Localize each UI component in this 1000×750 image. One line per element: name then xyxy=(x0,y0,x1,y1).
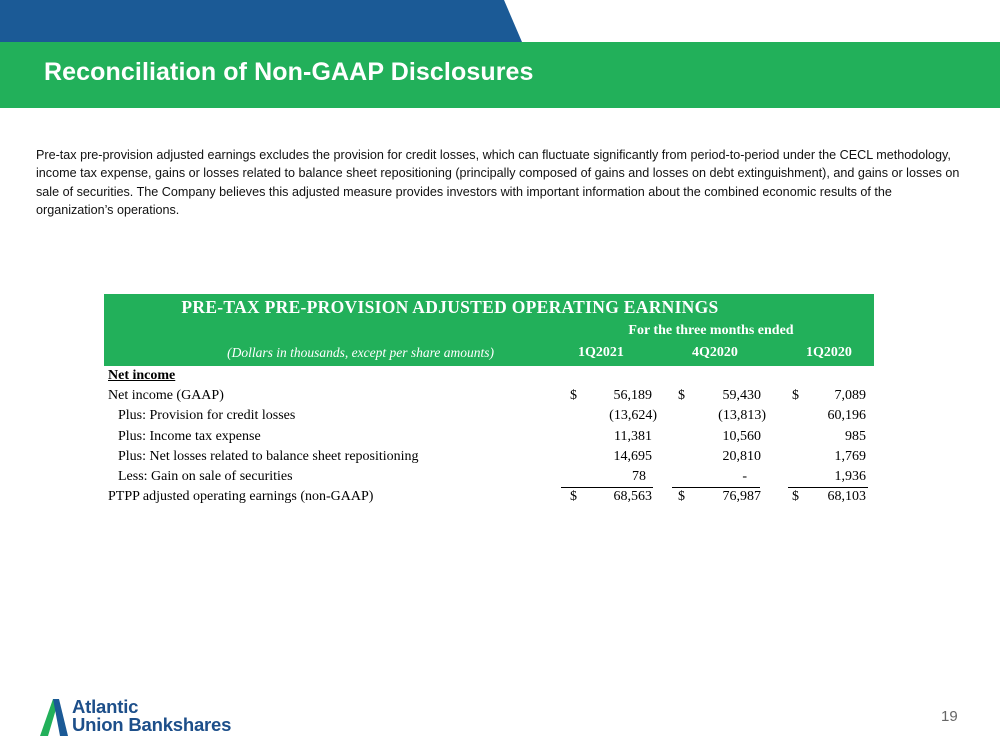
dollar-sign: $ xyxy=(792,388,799,404)
dollar-sign: $ xyxy=(570,388,577,404)
cell-4q2020: 76,987 xyxy=(722,489,761,505)
table-row xyxy=(104,386,874,406)
cell-1q2021: 11,381 xyxy=(614,428,652,444)
row-label: Plus: Provision for credit losses xyxy=(118,408,296,424)
row-label: Plus: Net losses related to balance sheet repositioning xyxy=(118,448,419,464)
column-header-4q2020: 4Q2020 xyxy=(692,345,738,360)
cell-4q2020: - xyxy=(742,468,747,484)
title-bar xyxy=(0,42,1000,108)
dollar-sign: $ xyxy=(570,489,577,505)
cell-1q2020: 1,769 xyxy=(834,448,866,464)
dollar-sign: $ xyxy=(678,489,685,505)
column-header-1q2021: 1Q2021 xyxy=(578,345,624,360)
table-period-caption: For the three months ended xyxy=(628,323,794,338)
total-row xyxy=(104,487,874,507)
table-row xyxy=(104,406,874,426)
table-units-note: (Dollars in thousands, except per share amounts) xyxy=(227,345,494,360)
cell-1q2021: 78 xyxy=(632,468,646,484)
row-label: Plus: Income tax expense xyxy=(118,428,261,444)
table-row xyxy=(104,427,874,447)
page-number: 19 xyxy=(941,708,958,725)
cell-1q2020: 1,936 xyxy=(834,468,866,484)
cell-4q2020: 59,430 xyxy=(722,388,761,404)
dollar-sign: $ xyxy=(792,489,799,505)
section-label: Net income xyxy=(108,368,176,383)
company-logo xyxy=(38,692,298,740)
row-label: PTPP adjusted operating earnings (non-GAAP) xyxy=(108,489,374,505)
row-label: Less: Gain on sale of securities xyxy=(118,468,293,484)
intro-paragraph: Pre-tax pre-provision adjusted earnings excludes the provision for credit losses, which can fluctuate significantly from period-to-period under the CECL methodology, income tax expense, gains or losses related to balance sheet repositioning (principally composed of gains and losses on debt extinguishment), and gains or losses on sale of securities. The Company believes this adjusted measure provides investors with important information about the combined economic results of the organization’s operations. xyxy=(36,148,960,217)
cell-1q2021: 56,189 xyxy=(613,388,652,404)
cell-4q2020: 20,810 xyxy=(722,448,761,464)
reconciliation-table xyxy=(104,294,874,507)
row-label: Net income (GAAP) xyxy=(108,388,224,404)
cell-4q2020: (13,813) xyxy=(718,408,766,424)
cell-4q2020: 10,560 xyxy=(722,428,761,444)
table-header xyxy=(104,294,874,366)
table-row xyxy=(104,467,874,487)
cell-1q2021: 68,563 xyxy=(613,489,652,505)
cell-1q2020: 60,196 xyxy=(827,408,866,424)
logo-text-line1: Atlantic xyxy=(72,696,139,717)
table-title: PRE-TAX PRE-PROVISION ADJUSTED OPERATING EARNINGS xyxy=(181,297,719,317)
table-row xyxy=(104,447,874,467)
cell-1q2021: (13,624) xyxy=(609,408,657,424)
cell-1q2020: 985 xyxy=(845,428,866,444)
section-row xyxy=(104,366,874,386)
column-header-1q2020: 1Q2020 xyxy=(806,345,852,360)
cell-1q2020: 68,103 xyxy=(827,489,866,505)
dollar-sign: $ xyxy=(678,388,685,404)
page-title: Reconciliation of Non-GAAP Disclosures xyxy=(44,58,534,86)
logo-text-line2: Union Bankshares xyxy=(72,714,232,735)
cell-1q2021: 14,695 xyxy=(613,448,652,464)
logo-mark-icon xyxy=(38,696,68,736)
cell-1q2020: 7,089 xyxy=(834,388,866,404)
